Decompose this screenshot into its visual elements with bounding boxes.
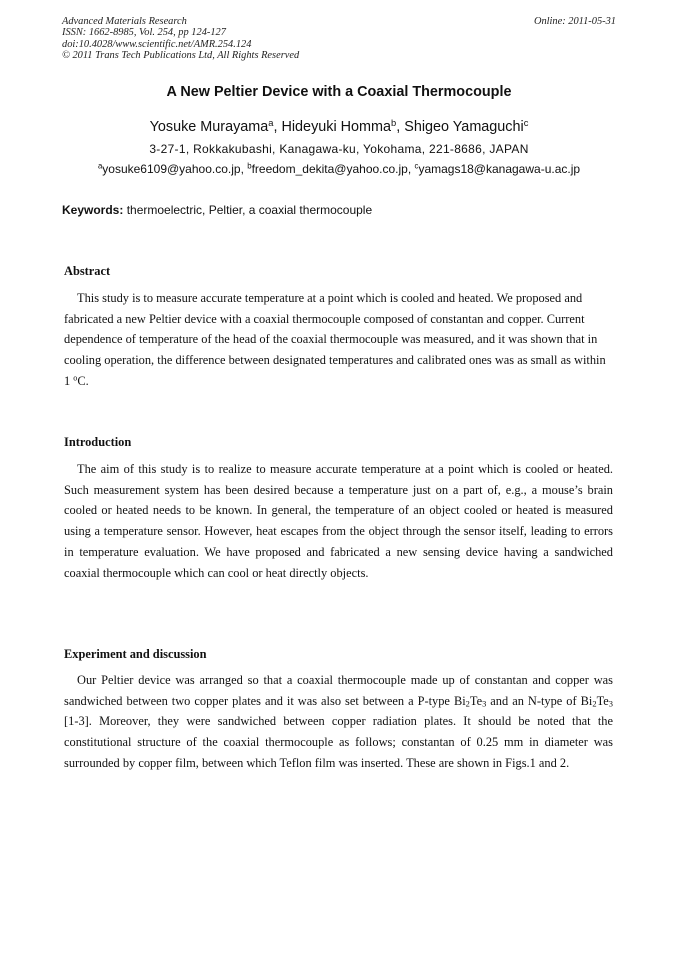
author-list <box>62 119 616 135</box>
keywords-label: Keywords: <box>62 203 124 217</box>
experiment-paragraph <box>64 670 613 774</box>
journal-issn: ISSN: 1662-8985, Vol. 254, pp 124-127 <box>62 27 226 39</box>
journal-name: Advanced Materials Research <box>62 16 187 27</box>
experiment-text: and an N-type of Bi <box>486 693 593 708</box>
subscript: 3 <box>482 698 487 709</box>
author-name: Shigeo Yamaguchi <box>404 119 524 135</box>
affiliation-mark: c <box>523 117 529 128</box>
subscript: 3 <box>608 698 613 709</box>
email-mark: a <box>97 161 103 171</box>
email-link[interactable]: yosuke6109@yahoo.co.jp <box>102 162 241 176</box>
keywords-line <box>62 203 616 217</box>
author-separator: , <box>273 119 282 135</box>
email-link[interactable]: yamags18@kanagawa-u.ac.jp <box>418 162 581 176</box>
journal-doi[interactable]: doi:10.4028/www.scientific.net/AMR.254.124 <box>62 38 252 50</box>
experiment-text: Te <box>469 693 483 708</box>
subscript: 2 <box>592 698 597 709</box>
subscript: 2 <box>465 698 470 709</box>
author-name: Hideyuki Homma <box>281 119 392 135</box>
author-emails <box>62 162 616 176</box>
abstract-text: This study is to measure accurate temperature at a point which is cooled and heated. We proposed and fabricated a new Peltier device with a coaxial thermocouple composed of constantan and copper. Current dependence of temperature of the head of the coaxial thermocouple was measured, and it was shown that in cooling operation, the difference between designated temperatures and calibrated ones was as small as within 1 <box>64 291 606 388</box>
author-name: Yosuke Murayama <box>149 119 269 135</box>
paper-title: A New Peltier Device with a Coaxial Thermocouple <box>166 84 512 100</box>
author-separator: , <box>396 119 405 135</box>
experiment-text: Te <box>596 693 609 708</box>
keywords-text: thermoelectric, Peltier, a coaxial thermocouple <box>123 203 373 217</box>
journal-copyright: © 2011 Trans Tech Publications Ltd, All Rights Reserved <box>62 50 300 62</box>
online-date: Online: 2011-05-31 <box>533 16 616 27</box>
email-link[interactable]: freedom_dekita@yahoo.co.jp <box>251 162 408 176</box>
email-mark: c <box>414 161 419 171</box>
affiliation-mark: a <box>268 117 274 128</box>
abstract-paragraph <box>64 288 613 392</box>
abstract-heading: Abstract <box>64 264 111 278</box>
journal-header <box>62 16 616 62</box>
abstract-unit: C. <box>77 373 89 388</box>
degree-mark: o <box>73 373 78 383</box>
email-separator: , <box>407 162 415 176</box>
experiment-text: Our Peltier device was arranged so that a coaxial thermocouple made up of constantan and copper was sandwiched between two copper plates and it was also set between a P-type Bi <box>64 673 613 708</box>
email-mark: b <box>247 161 252 171</box>
email-separator: , <box>240 162 248 176</box>
experiment-heading: Experiment and discussion <box>64 647 207 661</box>
introduction-heading: Introduction <box>64 435 132 449</box>
introduction-paragraph: The aim of this study is to realize to measure accurate temperature at a point which is cooled or heated. Such measurement system has been desired because a temperature just on a part of, e.g., a mouse’s brain cooled or heated needs to be known. In general, the temperature of an object cooled or heated is measured using a temperature sensor. However, heat escapes from the object through the sensor itself, leading to errors in temperature evaluation. We have proposed and fabricated a new sensing device having a sandwiched coaxial thermocouple which can cool or heat directly objects. <box>64 462 613 580</box>
affiliation-mark: b <box>391 117 397 128</box>
author-address: 3-27-1, Rokkakubashi, Kanagawa-ku, Yokohama, 221-8686, JAPAN <box>149 142 529 156</box>
experiment-text: [1-3]. Moreover, they were sandwiched between copper radiation plates. It should be noted that the constitutional structure of the coaxial thermocouple as follows; constantan of 0.25 mm in diameter was surrounded by copper film, between which Teflon film was inserted. These are shown in Figs.1 and 2. <box>64 714 613 770</box>
